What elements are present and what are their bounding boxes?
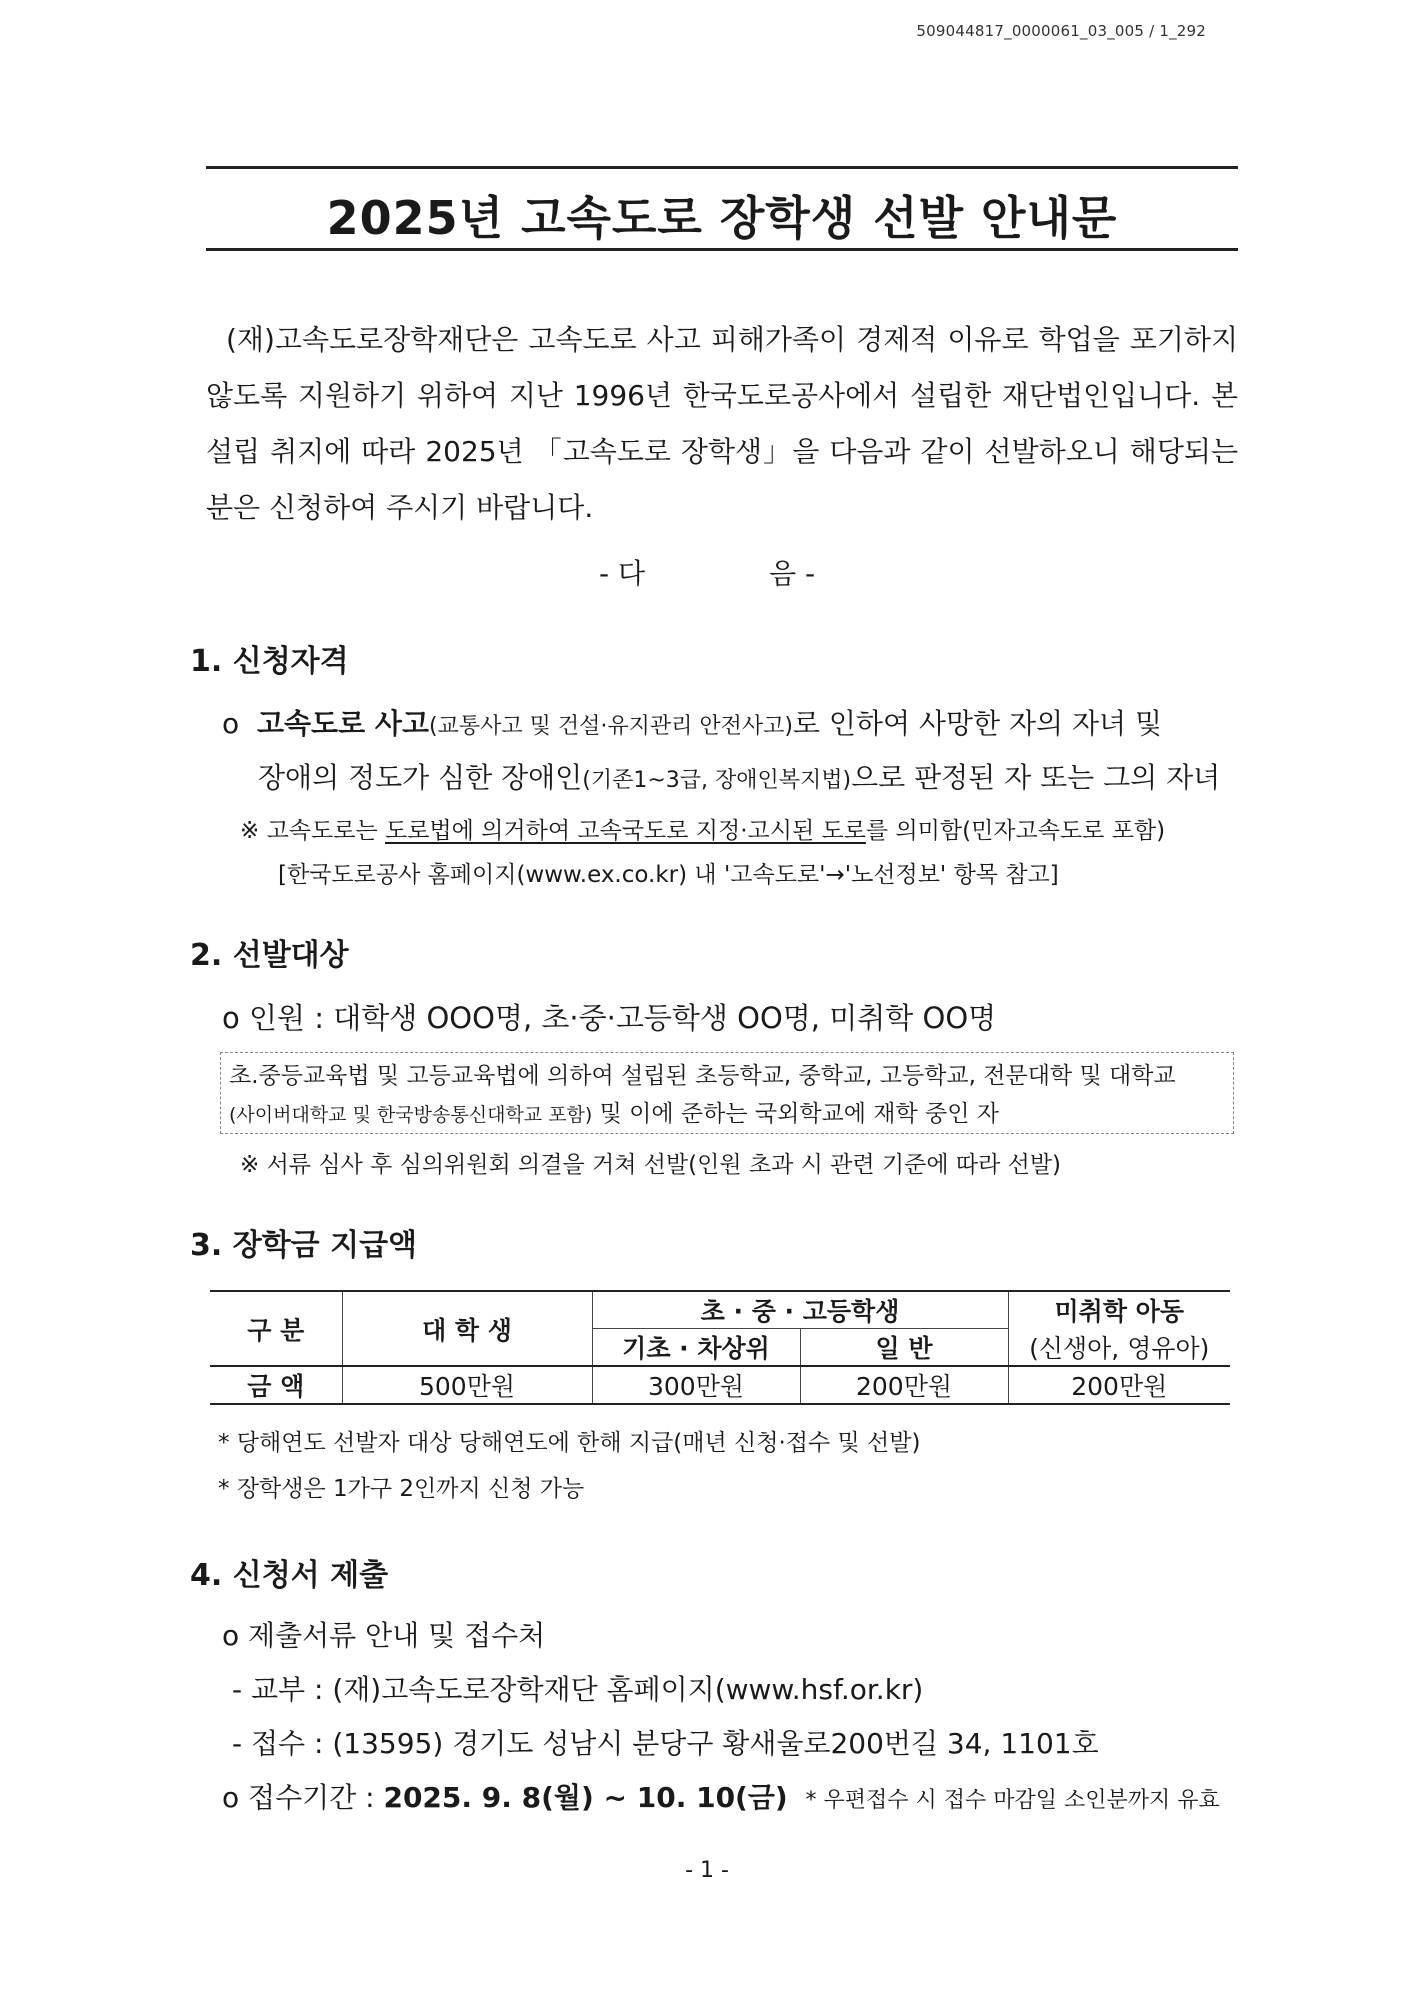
sec3-star-note-1: * 당해연도 선발자 대상 당해연도에 한해 지급(매년 신청·접수 및 선발) — [218, 1430, 921, 1456]
box-line-2 — [229, 1095, 999, 1128]
sec1-line1-rest: 로 인하여 사망한 자의 자녀 및 — [792, 707, 1163, 740]
daum-heading — [0, 552, 1414, 592]
page-title: 2025년 고속도로 장학생 선발 안내문 — [326, 191, 1118, 245]
eligibility-box — [220, 1052, 1234, 1134]
box-line2-rest: 및 이에 준하는 국외학교에 재학 중인 자 — [592, 1101, 999, 1127]
value-general: 200만원 — [800, 1366, 1008, 1404]
sec1-line-2 — [258, 756, 1220, 796]
row-label-amount: 금 액 — [210, 1366, 342, 1404]
scholarship-amount-table — [210, 1290, 1230, 1405]
page-number: - 1 - — [685, 1858, 729, 1883]
sec1-line2-a: 장애의 정도가 심한 장애인 — [258, 761, 583, 794]
sec1-note1-underline: 도로법에 의거하여 고속국도로 지정·고시된 도로 — [385, 818, 866, 844]
sec4-period-note: * 우편접수 시 접수 마감일 소인분까지 유효 — [805, 1788, 1220, 1813]
header-preschool-sub: (신생아, 영유아) — [1008, 1329, 1230, 1367]
sec1-line2-small: (기존1~3급, 장애인복지법) — [582, 768, 852, 793]
sec4-line-3: - 접수 : (13595) 경기도 성남시 분당구 황새울로200번길 34, 1101호 — [232, 1727, 1099, 1760]
sec1-line-1 — [222, 702, 1162, 742]
box-line2-small: (사이버대학교 및 한국방송통신대학교 포함) — [229, 1104, 593, 1126]
header-sub-basic: 기초 · 차상위 — [592, 1329, 800, 1367]
bullet: o — [222, 707, 240, 740]
header-university: 대 학 생 — [342, 1291, 592, 1366]
sec4-line-1: o 제출서류 안내 및 접수처 — [222, 1619, 546, 1652]
sec4-period-label: o 접수기간 : — [222, 1781, 375, 1814]
daum-right: 음 - — [769, 557, 816, 590]
section-4-heading: 4. 신청서 제출 — [190, 1558, 389, 1593]
sec1-note-2: [한국도로공사 홈페이지(www.ex.co.kr) 내 '고속도로'→'노선정보' 항목 참고] — [278, 862, 1059, 888]
value-basic: 300만원 — [592, 1366, 800, 1404]
section-1-heading: 1. 신청자격 — [190, 644, 349, 679]
sec1-note-1 — [240, 812, 1165, 845]
section-2-heading: 2. 선발대상 — [190, 938, 349, 973]
sec1-bold-term: 고속도로 사고 — [256, 707, 429, 740]
sec4-period-dates: 2025. 9. 8(월) ~ 10. 10(금) — [383, 1781, 788, 1814]
sec1-line2-b: 으로 판정된 자 또는 그의 자녀 — [851, 761, 1221, 794]
section-3-heading: 3. 장학금 지급액 — [190, 1228, 418, 1263]
header-school: 초 · 중 · 고등학생 — [592, 1291, 1008, 1329]
sec1-note1-b: 를 의미함(민자고속도로 포함) — [865, 818, 1166, 844]
document-id: 509044817_0000061_03_005 / 1_292 — [916, 22, 1206, 40]
title-bottom-rule — [206, 248, 1238, 251]
value-preschool: 200만원 — [1008, 1366, 1230, 1404]
sec2-count-line: o 인원 : 대학생 OOO명, 초·중·고등학생 OO명, 미취학 OO명 — [222, 1001, 997, 1035]
header-preschool: 미취학 아동 — [1008, 1291, 1230, 1329]
sec3-star-note-2: * 장학생은 1가구 2인까지 신청 가능 — [218, 1476, 585, 1502]
title-top-rule — [206, 166, 1238, 169]
header-sub-general: 일 반 — [800, 1329, 1008, 1367]
box-line-1: 초.중등교육법 및 고등교육법에 의하여 설립된 초등학교, 중학교, 고등학교, 전문대학 및 대학교 — [229, 1063, 1176, 1089]
daum-left: - 다 — [598, 557, 645, 590]
sec2-note: ※ 서류 심사 후 심의위원회 의결을 거쳐 선발(인원 초과 시 관련 기준에 따라 선발) — [240, 1152, 1062, 1178]
intro-paragraph: (재)고속도로장학재단은 고속도로 사고 피해가족이 경제적 이유로 학업을 포기하지 않도록 지원하기 위하여 지난 1996년 한국도로공사에서 설립한 재단법인입니다. 본 설립 취지에 따라 2025년 「고속도로 장학생」을 다음과 같이 선발하오니 해당되는 분은 신청하여 주시기 바랍니다. — [206, 323, 1238, 524]
header-gubun: 구 분 — [210, 1291, 342, 1366]
sec4-line-2: - 교부 : (재)고속도로장학재단 홈페이지(www.hsf.or.kr) — [232, 1673, 924, 1706]
sec1-note1-a: ※ 고속도로는 — [240, 818, 378, 844]
sec1-small-text: (교통사고 및 건설·유지관리 안전사고) — [429, 714, 793, 739]
value-university: 500만원 — [342, 1366, 592, 1404]
sec4-line-4 — [222, 1776, 1220, 1816]
